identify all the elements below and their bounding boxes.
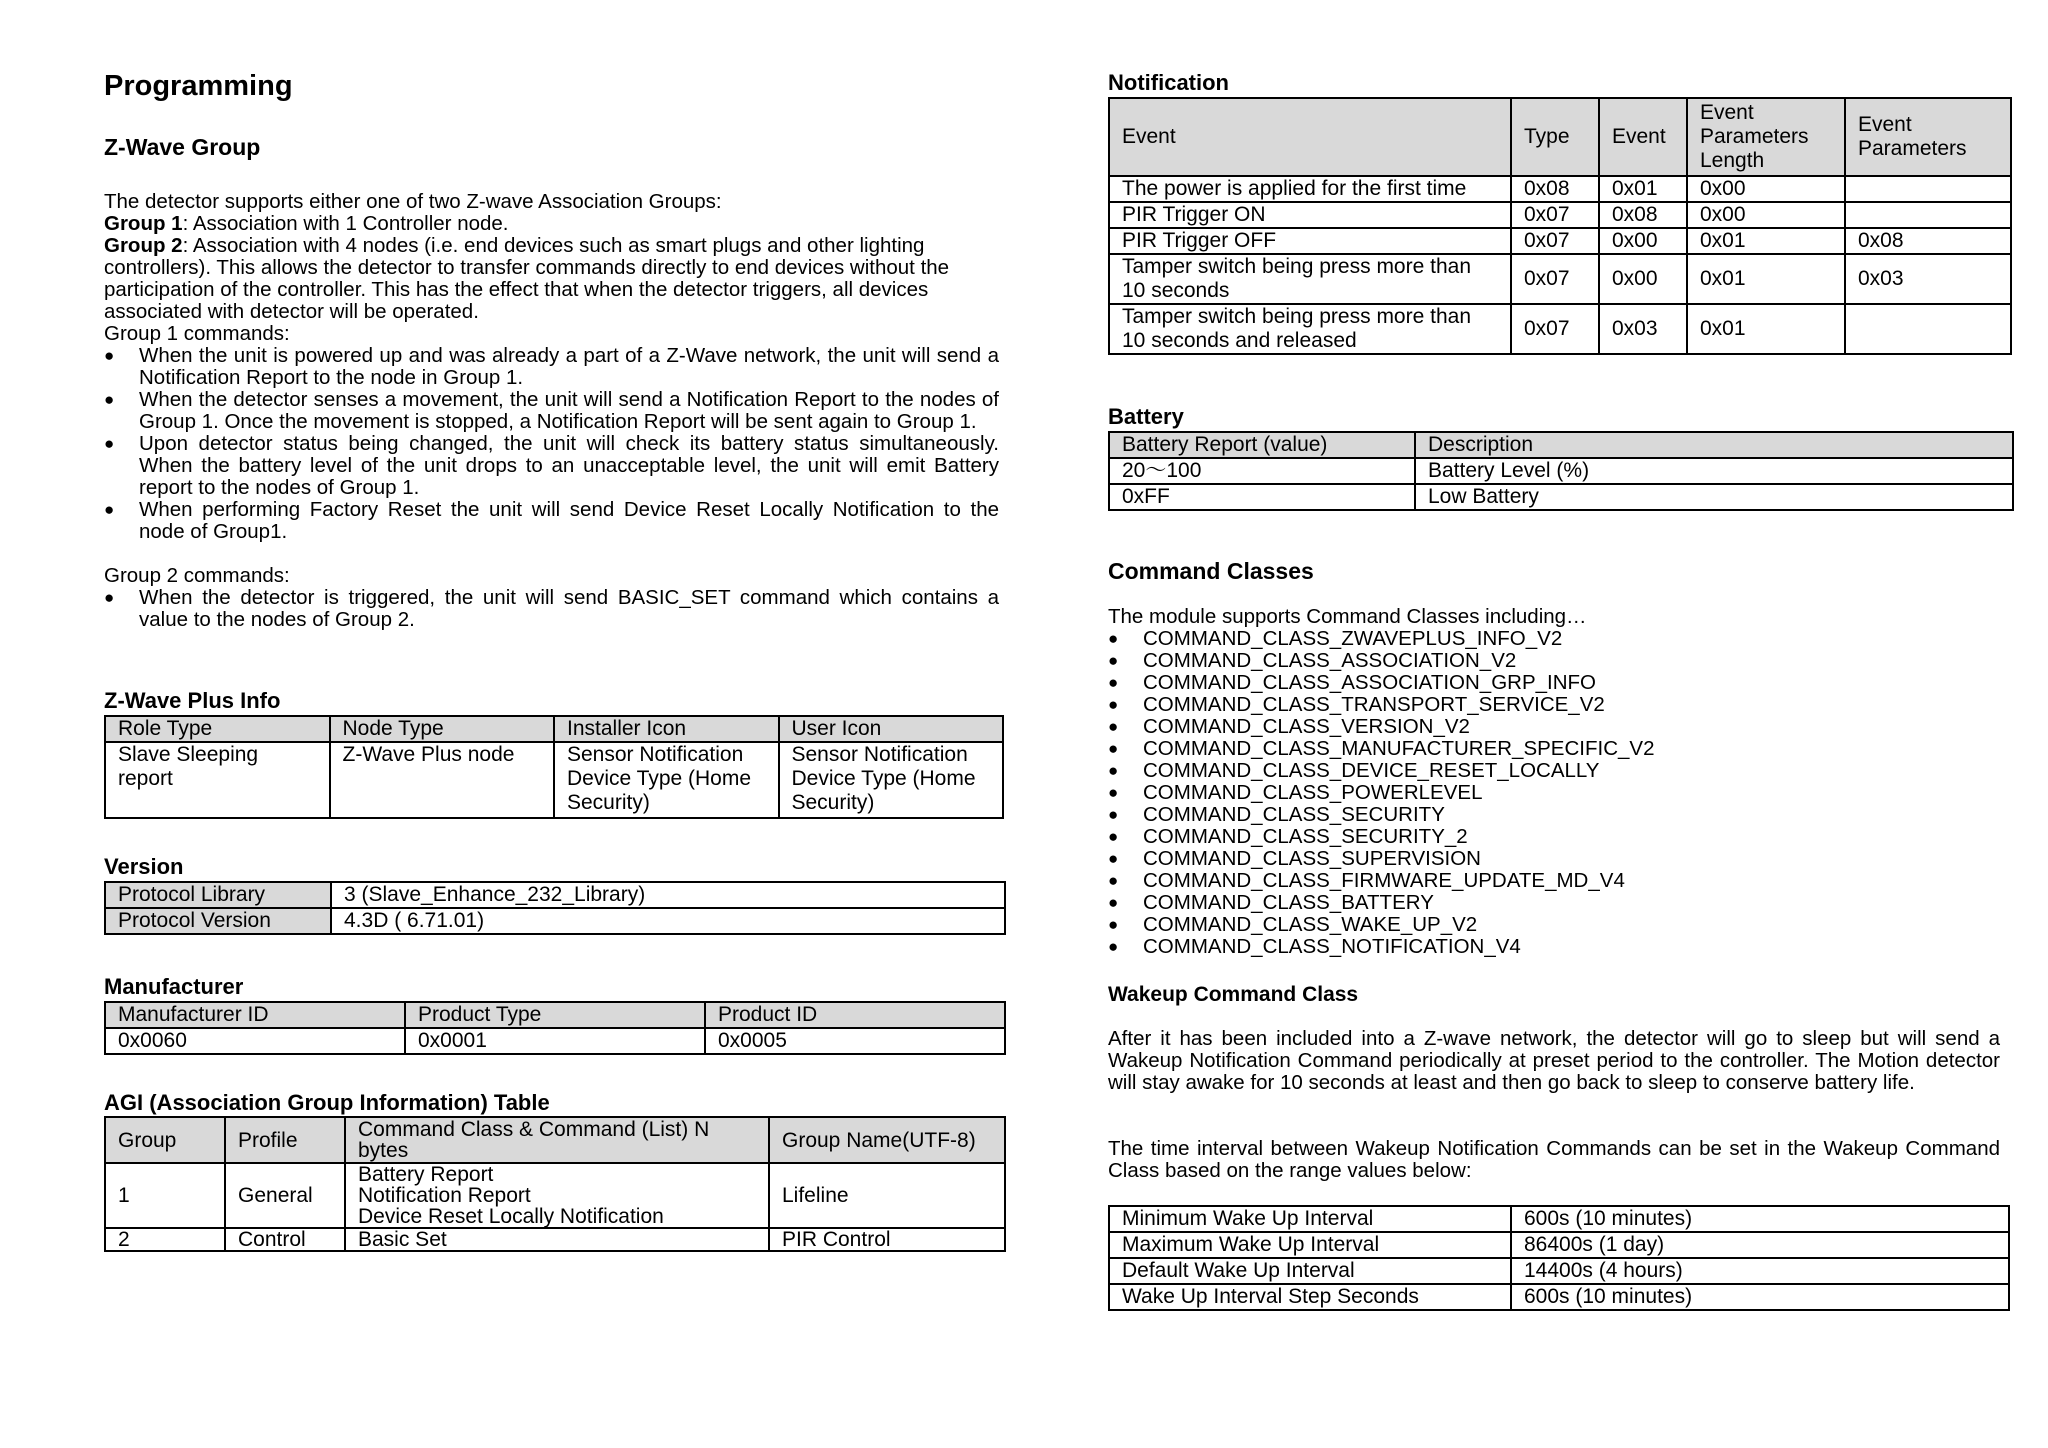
header-type: Type xyxy=(1511,98,1599,176)
installer-icon-value: Sensor Notification Device Type (Home Security) xyxy=(554,742,779,818)
notification-type: 0x07 xyxy=(1511,228,1599,254)
list-item: ● Upon detector status being changed, the unit will check its battery status simultaneously. When the battery level of the unit drops to an unacceptable level, the unit will emit Battery report to the nodes of Group 1. xyxy=(104,433,999,499)
agi-group-value: 1 xyxy=(105,1163,225,1228)
header-event-code: Event xyxy=(1599,98,1687,176)
list-item: ● When performing Factory Reset the unit will send Device Reset Locally Notification to the node of Group1. xyxy=(104,499,999,543)
table-row xyxy=(1109,304,2011,354)
wakeup-paragraph-2: The time interval between Wakeup Notification Commands can be set in the Wakeup Command Class based on the range values below: xyxy=(1108,1137,2000,1182)
notification-heading: Notification xyxy=(1108,70,1229,95)
node-type-value: Z-Wave Plus node xyxy=(330,742,555,818)
table-row xyxy=(105,742,1003,818)
battery-table xyxy=(1108,431,2014,511)
command-classes-list xyxy=(1108,628,2008,958)
header-product-type: Product Type xyxy=(405,1002,705,1028)
list-item: ● COMMAND_CLASS_POWERLEVEL xyxy=(1108,782,2008,804)
version-heading: Version xyxy=(104,854,184,879)
notification-event: PIR Trigger ON xyxy=(1109,202,1511,228)
header-group: Group xyxy=(105,1117,225,1163)
notification-params xyxy=(1845,304,2011,354)
group1-commands-list xyxy=(104,345,999,543)
manufacturer-table xyxy=(104,1001,1006,1055)
table-row xyxy=(1109,1284,2009,1310)
notification-type: 0x07 xyxy=(1511,254,1599,304)
version-value: 3 (Slave_Enhance_232_Library) xyxy=(331,882,1005,908)
header-user-icon: User Icon xyxy=(779,716,1004,742)
notification-params xyxy=(1845,202,2011,228)
battery-heading: Battery xyxy=(1108,404,1184,429)
table-row xyxy=(1109,484,2013,510)
group2-commands-list xyxy=(104,587,999,631)
agi-profile-value: General xyxy=(225,1163,345,1228)
product-id-value: 0x0005 xyxy=(705,1028,1005,1054)
notification-event: Tamper switch being press more than 10 seconds xyxy=(1109,254,1511,304)
wakeup-value: 600s (10 minutes) xyxy=(1511,1206,2009,1232)
list-item: ● COMMAND_CLASS_SUPERVISION xyxy=(1108,848,2008,870)
list-item: ● COMMAND_CLASS_TRANSPORT_SERVICE_V2 xyxy=(1108,694,2008,716)
list-item: ● COMMAND_CLASS_ASSOCIATION_GRP_INFO xyxy=(1108,672,2008,694)
table-row xyxy=(1109,1206,2009,1232)
version-value: 4.3D ( 6.71.01) xyxy=(331,908,1005,934)
list-item: ● COMMAND_CLASS_ASSOCIATION_V2 xyxy=(1108,650,2008,672)
notification-type: 0x07 xyxy=(1511,202,1599,228)
notification-event: Tamper switch being press more than 10 seconds and released xyxy=(1109,304,1511,354)
table-row xyxy=(1109,176,2011,202)
group1-description xyxy=(104,213,999,235)
table-row xyxy=(1109,1258,2009,1284)
wakeup-paragraph-1: After it has been included into a Z-wave network, the detector will go to sleep but will send a Wakeup Notification Command periodically at preset period to the controller. The Motion detector will stay awake for 10 seconds at least and then go back to sleep to conserve battery life. xyxy=(1108,1027,2000,1094)
page-title: Programming xyxy=(104,70,293,102)
list-item: ● When the unit is powered up and was already a part of a Z-Wave network, the unit will send a Notification Report to the node in Group 1. xyxy=(104,345,999,389)
group1-text: : Association with 1 Controller node. xyxy=(182,212,509,235)
wakeup-value: 86400s (1 day) xyxy=(1511,1232,2009,1258)
notification-table xyxy=(1108,97,2012,355)
battery-value: 20～100 xyxy=(1109,458,1415,484)
table-row xyxy=(1109,254,2011,304)
agi-group-name-value: Lifeline xyxy=(769,1163,1005,1228)
table-row xyxy=(105,1228,1005,1251)
table-row xyxy=(1109,202,2011,228)
header-node-type: Node Type xyxy=(330,716,555,742)
notification-type: 0x08 xyxy=(1511,176,1599,202)
group2-commands-title: Group 2 commands: xyxy=(104,564,290,587)
command-classes-heading: Command Classes xyxy=(1108,558,1314,584)
wakeup-label: Maximum Wake Up Interval xyxy=(1109,1232,1511,1258)
notification-params-length: 0x01 xyxy=(1687,254,1845,304)
wakeup-value: 600s (10 minutes) xyxy=(1511,1284,2009,1310)
manufacturer-heading: Manufacturer xyxy=(104,974,244,999)
notification-event-code: 0x00 xyxy=(1599,254,1687,304)
notification-params xyxy=(1845,176,2011,202)
version-table xyxy=(104,881,1006,935)
product-type-value: 0x0001 xyxy=(405,1028,705,1054)
wakeup-value: 14400s (4 hours) xyxy=(1511,1258,2009,1284)
agi-table xyxy=(104,1116,1006,1252)
table-header-row xyxy=(105,716,1003,742)
agi-command: Basic Set xyxy=(345,1228,769,1251)
zwave-group-section xyxy=(104,191,999,631)
list-item: ● When the detector senses a movement, the unit will send a Notification Report to the nodes of Group 1. Once the movement is stopped, a Notification Report will be sent again to Group 1. xyxy=(104,389,999,433)
notification-event-code: 0x00 xyxy=(1599,228,1687,254)
command-classes-section xyxy=(1108,606,2008,958)
list-item: ● When the detector is triggered, the unit will send BASIC_SET command which contains a value to the nodes of Group 2. xyxy=(104,587,999,631)
agi-group-name-value: PIR Control xyxy=(769,1228,1005,1251)
header-commands: Command Class & Command (List) N bytes xyxy=(345,1117,769,1163)
header-event: Event xyxy=(1109,98,1511,176)
list-item: ● COMMAND_CLASS_FIRMWARE_UPDATE_MD_V4 xyxy=(1108,870,2008,892)
notification-params: 0x03 xyxy=(1845,254,2011,304)
group1-commands-title: Group 1 commands: xyxy=(104,322,290,345)
battery-value: 0xFF xyxy=(1109,484,1415,510)
agi-commands-cell xyxy=(345,1163,769,1228)
zwave-plus-info-heading: Z-Wave Plus Info xyxy=(104,688,281,713)
zwave-group-heading: Z-Wave Group xyxy=(104,134,261,160)
notification-params-length: 0x00 xyxy=(1687,176,1845,202)
table-row xyxy=(1109,228,2011,254)
agi-command: Notification Report xyxy=(358,1184,531,1207)
zwave-group-intro: The detector supports either one of two Z-wave Association Groups: xyxy=(104,190,722,213)
group1-label: Group 1 xyxy=(104,212,183,235)
agi-command: Device Reset Locally Notification xyxy=(358,1205,664,1228)
list-item: ● COMMAND_CLASS_ZWAVEPLUS_INFO_V2 xyxy=(1108,628,2008,650)
table-row xyxy=(105,882,1005,908)
zwave-plus-info-table xyxy=(104,715,1004,819)
notification-params: 0x08 xyxy=(1845,228,2011,254)
list-item: ● COMMAND_CLASS_NOTIFICATION_V4 xyxy=(1108,936,2008,958)
table-header-row xyxy=(1109,432,2013,458)
wakeup-label: Wake Up Interval Step Seconds xyxy=(1109,1284,1511,1310)
command-classes-intro: The module supports Command Classes including… xyxy=(1108,605,1587,628)
list-item: ● COMMAND_CLASS_VERSION_V2 xyxy=(1108,716,2008,738)
list-item: ● COMMAND_CLASS_BATTERY xyxy=(1108,892,2008,914)
notification-type: 0x07 xyxy=(1511,304,1599,354)
group2-description xyxy=(104,235,999,323)
notification-event: PIR Trigger OFF xyxy=(1109,228,1511,254)
notification-event: The power is applied for the first time xyxy=(1109,176,1511,202)
list-item: ● COMMAND_CLASS_DEVICE_RESET_LOCALLY xyxy=(1108,760,2008,782)
header-installer-icon: Installer Icon xyxy=(554,716,779,742)
header-description: Description xyxy=(1415,432,2013,458)
version-label: Protocol Library xyxy=(105,882,331,908)
header-role-type: Role Type xyxy=(105,716,330,742)
table-header-row xyxy=(105,1002,1005,1028)
header-profile: Profile xyxy=(225,1117,345,1163)
group2-label: Group 2 xyxy=(104,234,183,257)
wakeup-heading: Wakeup Command Class xyxy=(1108,983,1359,1006)
header-manufacturer-id: Manufacturer ID xyxy=(105,1002,405,1028)
battery-description: Low Battery xyxy=(1415,484,2013,510)
notification-event-code: 0x01 xyxy=(1599,176,1687,202)
notification-params-length: 0x01 xyxy=(1687,304,1845,354)
header-event-params: Event Parameters xyxy=(1845,98,2011,176)
header-event-params-length: Event Parameters Length xyxy=(1687,98,1845,176)
agi-command: Battery Report xyxy=(358,1163,494,1186)
list-item: ● COMMAND_CLASS_SECURITY_2 xyxy=(1108,826,2008,848)
wakeup-interval-table xyxy=(1108,1205,2010,1311)
header-group-name: Group Name(UTF-8) xyxy=(769,1117,1005,1163)
agi-heading: AGI (Association Group Information) Table xyxy=(104,1090,550,1115)
wakeup-label: Minimum Wake Up Interval xyxy=(1109,1206,1511,1232)
notification-event-code: 0x03 xyxy=(1599,304,1687,354)
notification-params-length: 0x01 xyxy=(1687,228,1845,254)
user-icon-value: Sensor Notification Device Type (Home Security) xyxy=(779,742,1004,818)
table-row xyxy=(105,1028,1005,1054)
list-item: ● COMMAND_CLASS_MANUFACTURER_SPECIFIC_V2 xyxy=(1108,738,2008,760)
list-item: ● COMMAND_CLASS_SECURITY xyxy=(1108,804,2008,826)
group2-text: : Association with 4 nodes (i.e. end devices such as smart plugs and other lighting controllers). This allows the detector to transfer commands directly to end devices without the participation of the controller. This has the effect that when the detector triggers, all devices associated with detector will be operated. xyxy=(104,234,950,323)
notification-event-code: 0x08 xyxy=(1599,202,1687,228)
battery-description: Battery Level (%) xyxy=(1415,458,2013,484)
list-item: ● COMMAND_CLASS_WAKE_UP_V2 xyxy=(1108,914,2008,936)
agi-profile-value: Control xyxy=(225,1228,345,1251)
role-type-value: Slave Sleeping report xyxy=(105,742,330,818)
header-battery-report: Battery Report (value) xyxy=(1109,432,1415,458)
wakeup-label: Default Wake Up Interval xyxy=(1109,1258,1511,1284)
table-header-row xyxy=(105,1117,1005,1163)
header-product-id: Product ID xyxy=(705,1002,1005,1028)
notification-params-length: 0x00 xyxy=(1687,202,1845,228)
table-row xyxy=(105,1163,1005,1228)
table-row xyxy=(1109,458,2013,484)
table-row xyxy=(1109,1232,2009,1258)
version-label: Protocol Version xyxy=(105,908,331,934)
table-header-row xyxy=(1109,98,2011,176)
manufacturer-id-value: 0x0060 xyxy=(105,1028,405,1054)
agi-group-value: 2 xyxy=(105,1228,225,1251)
table-row xyxy=(105,908,1005,934)
